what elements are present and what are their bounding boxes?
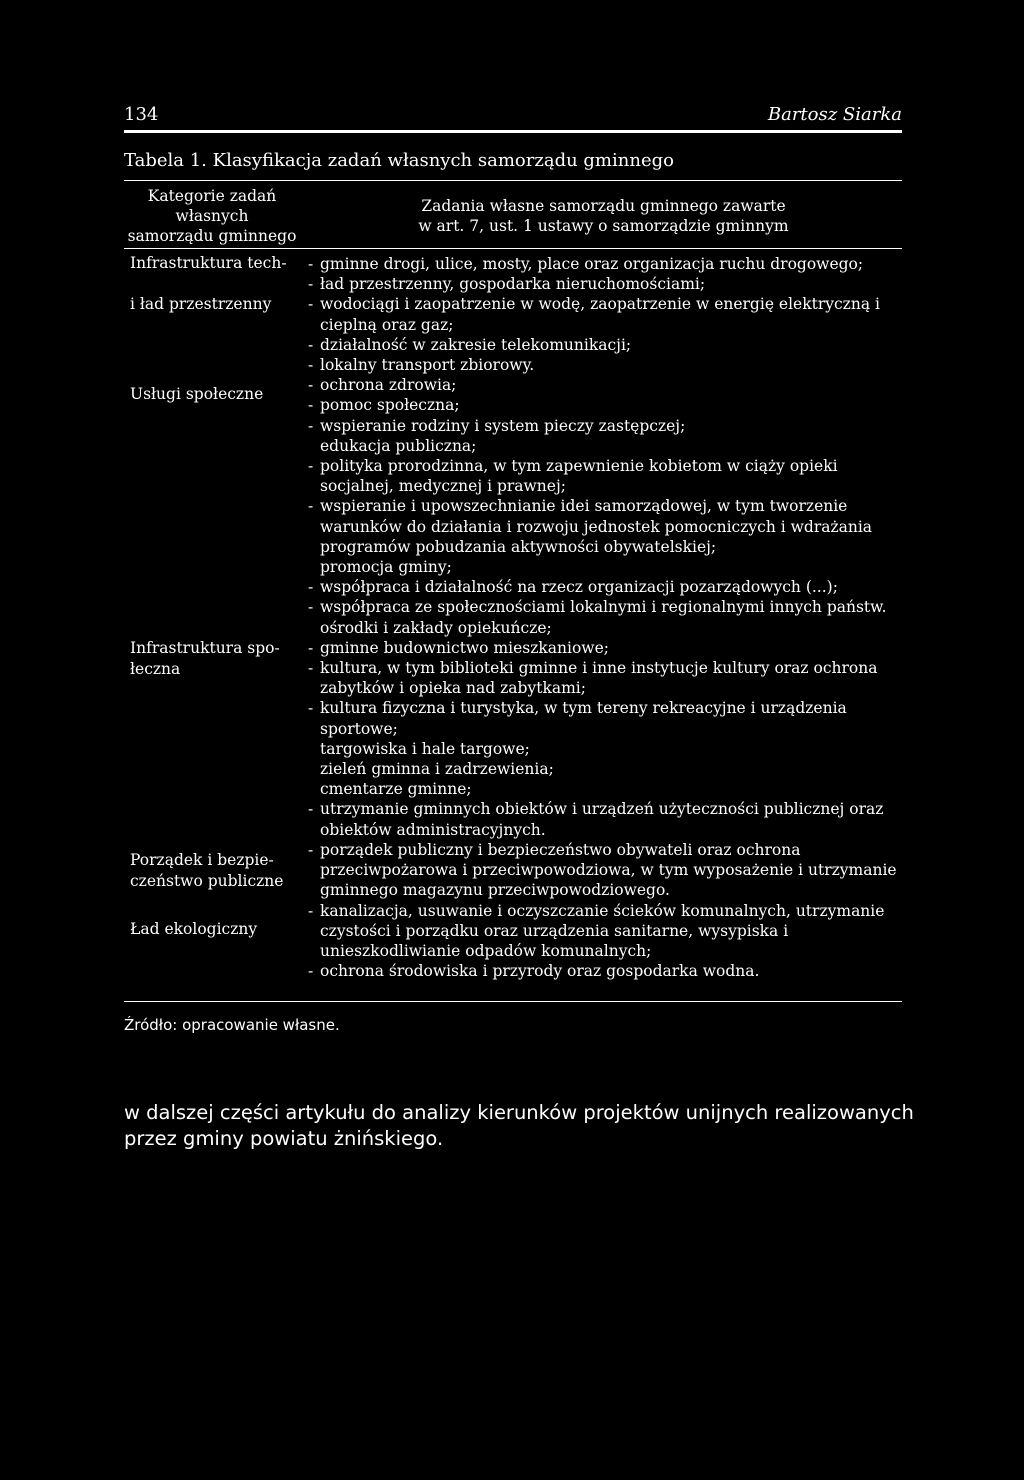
task-list <box>308 254 902 981</box>
task-item: - kultura fizyczna i turystyka, w tym tereny rekreacyjne i urządzenia sportowe; <box>308 698 902 738</box>
category-line: Ład ekologiczny <box>130 920 258 938</box>
task-item: - porządek publiczny i bezpieczeństwo obywateli oraz ochrona przeciwpożarowa i przeciwpowodziowa, w tym wyposażenie i utrzymanie gminnego magazynu przeciwpowodziowego. <box>308 840 902 901</box>
table-header-rule <box>124 248 902 249</box>
task-item: - ochrona środowiska i przyrody oraz gospodarka wodna. <box>308 961 902 981</box>
page-number: 134 <box>124 104 159 125</box>
table-bottom-rule <box>124 1001 902 1002</box>
task-item: cmentarze gminne; <box>320 780 472 799</box>
task-item: - kultura, w tym biblioteki gminne i inne instytucje kultury oraz ochrona zabytków i opieka nad zabytkami; <box>308 658 902 698</box>
category-line: i ład przestrzenny <box>130 295 272 313</box>
table-source: Źródło: opracowanie własne. <box>124 1016 340 1034</box>
task-item: - ochrona zdrowia; <box>308 375 902 395</box>
task-item: - utrzymanie gminnych obiektów i urządzeń użyteczności publicznej oraz obiektów administracyjnych. <box>308 799 902 839</box>
table-caption: Tabela 1. Klasyfikacja zadań własnych samorządu gminnego <box>124 150 674 171</box>
task-item: zieleń gminna i zadrzewienia; <box>320 760 554 779</box>
category-line: Infrastruktura spo- <box>130 639 280 657</box>
table-top-rule <box>124 180 902 181</box>
task-item: targowiska i hale targowe; <box>320 739 530 758</box>
task-item: ośrodki i zakłady opiekuńcze; <box>320 618 552 637</box>
task-item: edukacja publiczna; <box>320 436 477 455</box>
category-spatial-order <box>130 294 300 315</box>
task-item: - gminne budownictwo mieszkaniowe; <box>308 638 902 658</box>
task-item: - współpraca i działalność na rzecz organizacji pozarządowych (...); <box>308 577 902 597</box>
body-paragraph: w dalszej części artykułu do analizy kierunków projektów unijnych realizowanych przez gminy powiatu żnińskiego. <box>124 1101 914 1150</box>
category-line: łeczna <box>130 660 181 678</box>
running-title: Bartosz Siarka <box>767 104 902 125</box>
task-item: - wspieranie rodziny i system pieczy zastępczej; <box>308 416 902 436</box>
category-public-safety <box>130 850 300 892</box>
category-technical-infrastructure <box>130 253 300 274</box>
running-header <box>124 104 902 133</box>
column-header-tasks <box>305 196 902 236</box>
category-social-services <box>130 384 300 405</box>
task-item: - wspieranie i upowszechnianie idei samorządowej, w tym tworzenie warunków do działania i rozwoju jednostek pomocniczych i wdrażania programów pobudzania aktywności obywatelskiej; <box>308 496 902 557</box>
task-item: promocja gminy; <box>320 558 452 577</box>
category-social-infrastructure <box>130 638 300 680</box>
column-header-line: własnych <box>175 207 249 225</box>
column-header-line: samorządu gminnego <box>127 227 297 245</box>
column-header-categories <box>124 186 300 246</box>
category-ecological-order <box>130 919 300 940</box>
task-item: - działalność w zakresie telekomunikacji; <box>308 335 902 355</box>
column-header-line: w art. 7, ust. 1 ustawy o samorządzie gminnym <box>418 217 789 235</box>
task-item: - kanalizacja, usuwanie i oczyszczanie ścieków komunalnych, utrzymanie czystości i porządku oraz urządzenia sanitarne, wysypiska i unieszkodliwianie odpadów komunalnych; <box>308 901 902 962</box>
task-item: - polityka prorodzinna, w tym zapewnienie kobietom w ciąży opieki socjalnej, medycznej i prawnej; <box>308 456 902 496</box>
task-item: - ład przestrzenny, gospodarka nieruchomościami; <box>308 274 902 294</box>
category-line: Porządek i bezpie- <box>130 851 274 869</box>
task-item: - współpraca ze społecznościami lokalnymi i regionalnymi innych państw. <box>308 597 902 617</box>
column-header-line: Kategorie zadań <box>147 187 277 205</box>
task-item: - pomoc społeczna; <box>308 395 902 415</box>
category-line: Usługi społeczne <box>130 385 264 403</box>
category-line: czeństwo publiczne <box>130 872 284 890</box>
column-header-line: Zadania własne samorządu gminnego zawarte <box>421 197 786 215</box>
task-item: - gminne drogi, ulice, mosty, place oraz organizacja ruchu drogowego; <box>308 254 902 274</box>
category-line: Infrastruktura tech- <box>130 254 287 272</box>
task-item: - wodociągi i zaopatrzenie w wodę, zaopatrzenie w energię elektryczną i cieplną oraz gaz; <box>308 294 902 334</box>
task-item: - lokalny transport zbiorowy. <box>308 355 902 375</box>
